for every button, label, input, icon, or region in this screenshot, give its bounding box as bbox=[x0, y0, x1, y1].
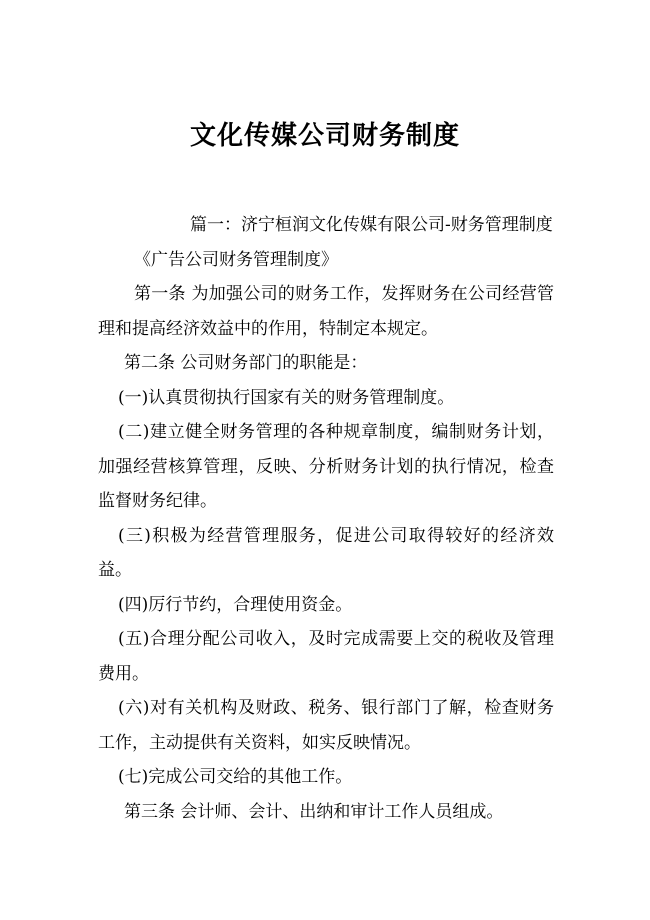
document-body bbox=[98, 208, 554, 829]
paragraph-section-heading: 篇一：济宁桓润文化传媒有限公司-财务管理制度 bbox=[190, 215, 553, 235]
paragraph-item-2: (二)建立健全财务管理的各种规章制度，编制财务计划，加强经营核算管理，反映、分析财务计划的执行情况，检查监督财务纪律。 bbox=[98, 422, 554, 511]
paragraph-book-title: 《广告公司财务管理制度》 bbox=[134, 249, 338, 270]
paragraph-item-1: (一)认真贯彻执行国家有关的财务管理制度。 bbox=[118, 387, 455, 408]
paragraph-item-7: (七)完成公司交给的其他工作。 bbox=[118, 767, 353, 787]
paragraph-article-3: 第三条 会计师、会计、出纳和审计工作人员组成。 bbox=[124, 801, 504, 822]
paragraph-article-1: 第一条 为加强公司的财务工作，发挥财务在公司经营管理和提高经济效益中的作用，特制定本规定。 bbox=[98, 284, 554, 339]
paragraph-item-6: (六)对有关机构及财政、税务、银行部门了解，检查财务工作，主动提供有关资料，如实反映情况。 bbox=[98, 698, 554, 753]
paragraph-item-5: (五)合理分配公司收入，及时完成需要上交的税收及管理费用。 bbox=[98, 629, 554, 684]
paragraph-article-2: 第二条 公司财务部门的职能是： bbox=[124, 353, 368, 373]
paragraph-item-3: (三)积极为经营管理服务，促进公司取得较好的经济效益。 bbox=[98, 525, 554, 580]
paragraph-item-4: (四)厉行节约，合理使用资金。 bbox=[118, 594, 353, 615]
document-title: 文化传媒公司财务制度 bbox=[189, 121, 460, 151]
